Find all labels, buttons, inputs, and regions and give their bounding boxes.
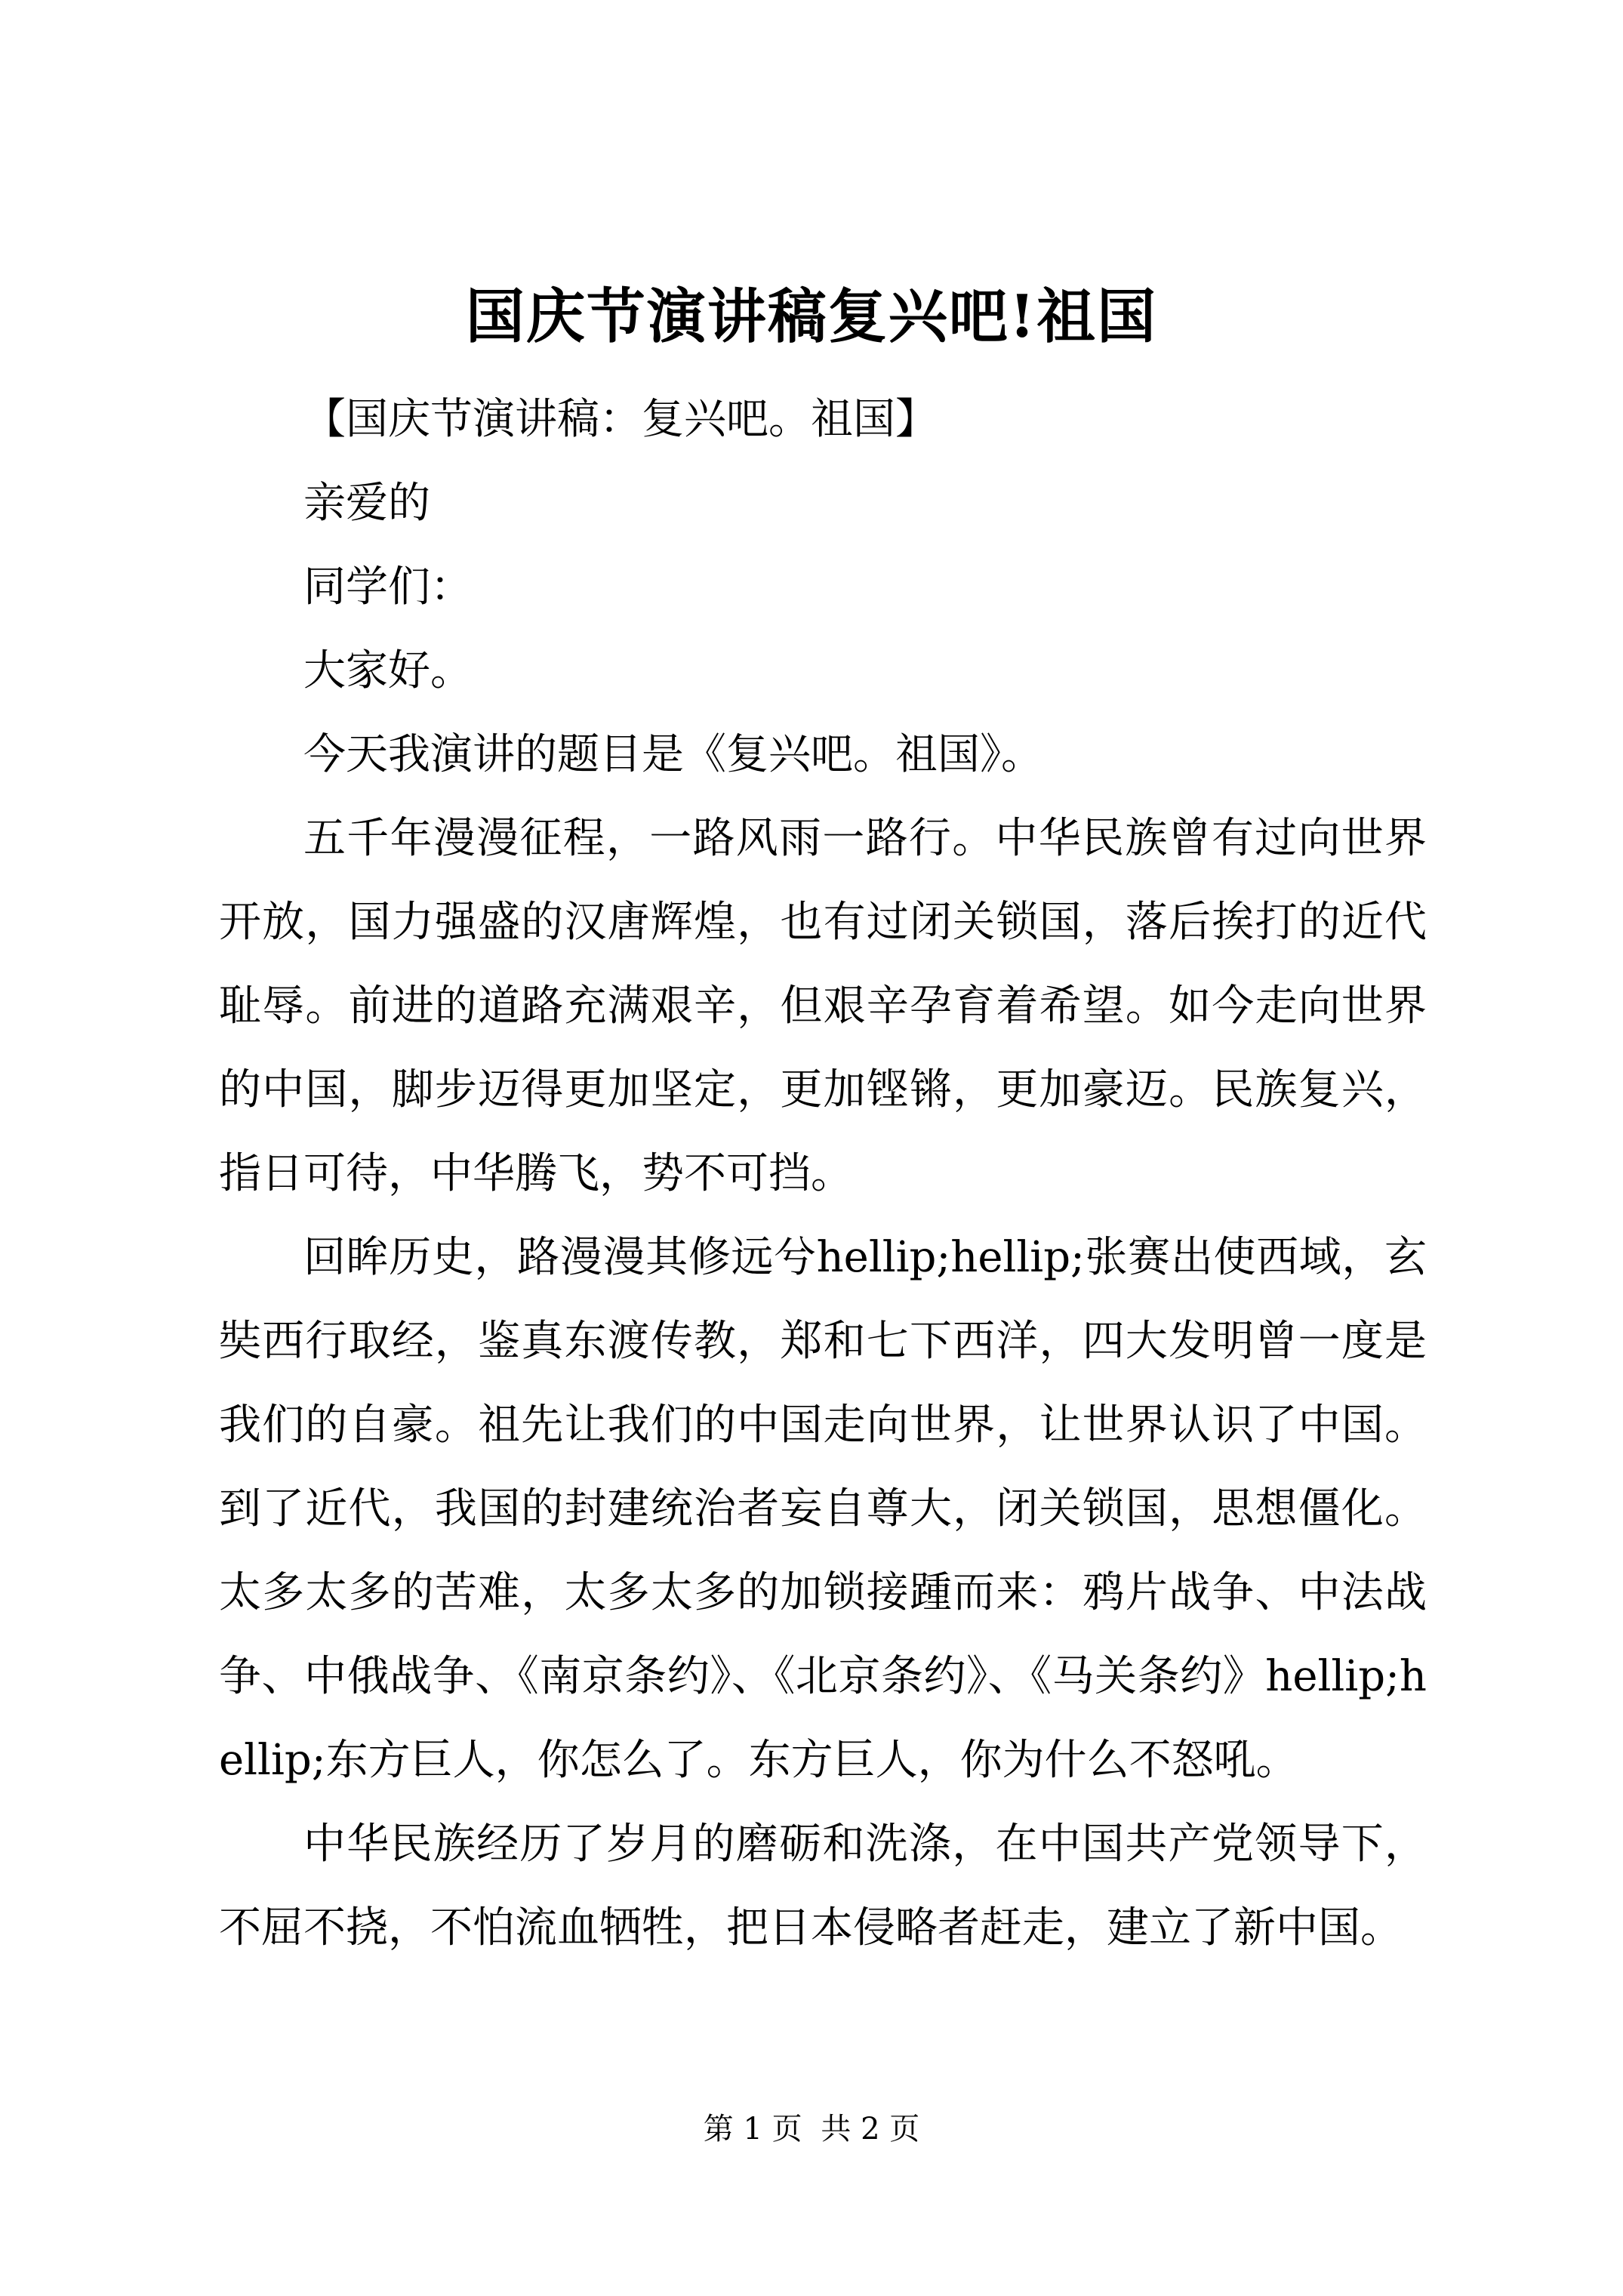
page-total: 共 2 页: [821, 2112, 920, 2147]
greeting-line: 大家好。: [303, 646, 473, 695]
topic-line: 今天我演讲的题目是《复兴吧。祖国》。: [303, 730, 1043, 779]
body-paragraph: 中华民族经历了岁月的磨砺和洗涤，在中国共产党领导下，不屈不挠，不怕流血牺牲，把日本侵略者赶走，建立了新中国。: [219, 1820, 1427, 1952]
page-footer: [0, 2110, 1623, 2148]
salutation-line: 亲爱的: [303, 479, 430, 528]
subtitle-paragraph: 【国庆节演讲稿：复兴吧。祖国】: [303, 395, 938, 444]
body-paragraph: 五千年漫漫征程，一路风雨一路行。中华民族曾有过向世界开放，国力强盛的汉唐辉煌，也有过闭关锁国，落后挨打的近代耻辱。前进的道路充满艰辛，但艰辛孕育着希望。如今走向世界的中国，脚步迈得更加坚定，更加铿锵，更加豪迈。民族复兴，指日可待，中华腾飞，势不可挡。: [219, 814, 1427, 1198]
page-number: 第 1 页: [703, 2112, 802, 2147]
document-title: 国庆节演讲稿复兴吧!祖国: [465, 282, 1158, 351]
body-paragraph: 回眸历史，路漫漫其修远兮hellip;hellip;张赛出使西域，玄奘西行取经，鉴真东渡传教，郑和七下西洋，四大发明曾一度是我们的自豪。祖先让我们的中国走向世界，让世界认识了中国。到了近代，我国的封建统治者妄自尊大，闭关锁国，思想僵化。太多太多的苦难，太多太多的加锁接踵而来：鸦片战争、中法战争、中俄战争、《南京条约》、《北京条约》、《马关条约》hellip;hellip;东方巨人，你怎么了。东方巨人，你为什么不怒吼。: [219, 1233, 1427, 1785]
salutation-line: 同学们：: [303, 562, 473, 612]
document-body: [219, 378, 1427, 1970]
